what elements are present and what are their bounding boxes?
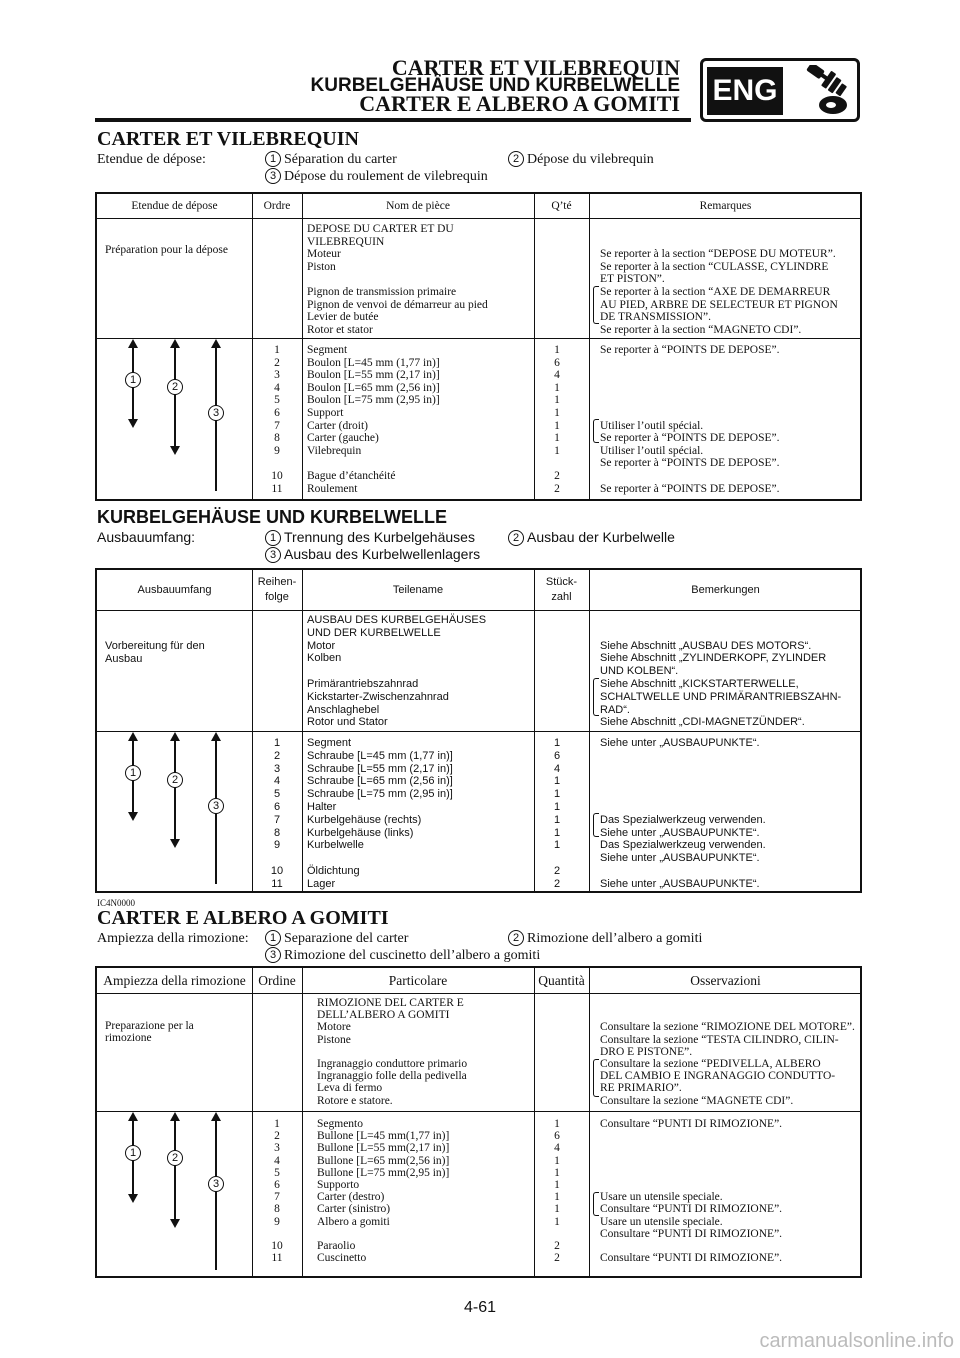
arrow-number: 2: [167, 1150, 183, 1166]
scope-text: Dépose du roulement de vilebrequin: [284, 169, 488, 184]
prep-label: Préparation pour la dépose: [105, 244, 228, 256]
scope-text: Rimozione del cuscinetto dell’albero a gomiti: [284, 948, 541, 963]
circled-number: 3: [265, 547, 281, 563]
col-header: Bemerkungen: [691, 583, 760, 596]
de-scope-item-2: [508, 529, 675, 546]
table-header: [97, 968, 860, 994]
circled-number: 3: [265, 947, 281, 963]
it-scope-item-2: [508, 930, 702, 947]
parts-column: Segment Schraube [L=45 mm (1,77 in)] Schraube [L=55 mm (2,17 in)] Schraube [L=65 mm (2,56 in)] Schraube [L=75 mm (2,95 in)] Halter Kurbelgehäuse (rechts) Kurbelgehäuse (links) Kurbelwelle Öldichtung Lager: [307, 737, 453, 890]
arrow-number: 3: [208, 405, 224, 421]
prep-row: [97, 218, 860, 339]
header-line-3: CARTER E ALBERO A GOMITI: [359, 91, 680, 116]
steps-row: [97, 339, 860, 501]
scope-text: Ausbau der Kurbelwelle: [527, 529, 675, 545]
remarks-column: Consultare “PUNTI DI RIMOZIONE”. Usare un utensile speciale. Consultare “PUNTI DI RIMOZIONE”. Usare un utensile speciale. Consultare “PUNTI DI RIMOZIONE”. Consultare “PUNTI DI RIMOZIONE”.: [600, 1118, 783, 1265]
scope-text: Dépose du vilebrequin: [527, 152, 654, 167]
arrow-number: 2: [167, 772, 183, 788]
de-section-title: KURBELGEHÄUSE UND KURBELWELLE: [97, 507, 448, 527]
circled-number: 2: [508, 151, 524, 167]
de-scope-label: Ausbauumfang:: [97, 529, 196, 545]
prep-remarks: Consultare la sezione “RIMOZIONE DEL MOTORE”. Consultare la sezione “TESTA CILINDRO, CILIN- DRO E PISTONE”. Consultare la sezione “PEDIVELLA, ALBERO DEL CAMBIO E INGRANAGGIO CONDUTTO- RE PRIMARIO”. Consultare la sezione “MAGNETE CDI”.: [600, 1021, 855, 1107]
col-header: Ordine: [258, 973, 296, 988]
prep-parts: AUSBAU DES KURBELGEHÄUSES UND DER KURBELWELLE Motor Kolben Primärantriebszahnrad Kickstarter-Zwischenzahnrad Anschlaghebel Rotor und Stator: [307, 614, 487, 729]
order-column: 1 2 3 4 5 6 7 8 9 10 11: [271, 344, 283, 495]
prep-label: Preparazione per la rimozione: [105, 1020, 194, 1045]
order-column: 1 2 3 4 5 6 7 8 9 10 11: [271, 1118, 283, 1265]
fr-scope-label: Etendue de dépose:: [97, 152, 206, 167]
col-header: Osservazioni: [690, 973, 761, 988]
col-header: Remarques: [699, 199, 752, 212]
it-scope-item-3: [265, 947, 540, 964]
header-line-1: CARTER ET VILEBREQUIN: [391, 55, 680, 80]
circled-number: 2: [508, 930, 524, 946]
col-header: Etendue de dépose: [131, 199, 218, 212]
arrow-number: 1: [125, 372, 141, 388]
table-header: [97, 194, 860, 219]
circled-number: 1: [265, 530, 281, 546]
circled-number: 2: [508, 530, 524, 546]
watermark: carmanualsonline.info: [759, 1330, 954, 1352]
steps-row: [97, 1112, 860, 1278]
col-header: Teilename: [392, 583, 444, 596]
de-scope-item-1: [265, 529, 475, 546]
col-header: Quantità: [538, 973, 585, 988]
remarks-column: Siehe unter „AUSBAUPUNKTE“. Das Spezialwerkzeug verwenden. Siehe unter „AUSBAUPUNKTE“. Das Spezialwerkzeug verwenden. Siehe unter „AUSBAUPUNKTE“. Siehe unter „AUSBAUPUNKTE“.: [600, 737, 766, 890]
section-code: IC4N0000: [97, 898, 135, 908]
circled-number: 1: [265, 151, 281, 167]
scope-text: Ausbau des Kurbelwellenlagers: [284, 546, 481, 562]
parts-column: Segment Boulon [L=45 mm (1,77 in)] Boulon [L=55 mm (2,17 in)] Boulon [L=65 mm (2,56 in)] Boulon [L=75 mm (2,95 in)] Support Carter (droit) Carter (gauche) Vilebrequin Bague d’étanchéité Roulement: [307, 344, 440, 495]
fr-scope-item-1: [265, 151, 397, 168]
col-header: Nom de pièce: [386, 199, 450, 212]
arrow-number: 3: [208, 798, 224, 814]
header-rule: [95, 118, 691, 122]
de-scope-item-3: [265, 546, 480, 563]
arrow-number: 1: [125, 765, 141, 781]
col-header: Stück- zahl: [545, 576, 578, 603]
scope-text: Trennung des Kurbelgehäuses: [284, 529, 475, 545]
parts-column: Segmento Bullone [L=45 mm(1,77 in)] Bullone [L=55 mm(2,17 in)] Bullone [L=65 mm(2,56 in)] Bullone [L=75 mm(2,95 in)] Supporto Carter (destro) Carter (sinistro) Albero a gomiti Paraolio Cuscinetto: [317, 1118, 450, 1265]
order-column: 1 2 3 4 5 6 7 8 9 10 11: [270, 737, 284, 890]
it-scope-label: Ampiezza della rimozione:: [97, 931, 249, 946]
steps-row: [97, 732, 860, 893]
prep-row: [97, 610, 860, 732]
engine-crankshaft-icon: [791, 65, 853, 117]
arrow-number: 2: [167, 379, 183, 395]
remarks-column: Se reporter à “POINTS DE DEPOSE”. Utiliser l’outil spécial. Se reporter à “POINTS DE DEPOSE”. Utiliser l’outil spécial. Se reporter à “POINTS DE DEPOSE”. Se reporter à “POINTS DE DEPOSE”.: [600, 344, 780, 495]
arrow-number: 1: [125, 1145, 141, 1161]
it-removal-table: [95, 966, 862, 1278]
table-header: [97, 570, 860, 611]
header-line-2: KURBELGEHÄUSE UND KURBELWELLE: [310, 75, 680, 96]
prep-parts: RIMOZIONE DEL CARTER E DELL’ALBERO A GOMITI Motore Pistone Ingranaggio conduttore primario Ingranaggio folle della pedivella Leva di fermo Rotore e statore.: [317, 997, 468, 1107]
col-header: Ausbauumfang: [137, 583, 212, 596]
scope-text: Rimozione dell’albero a gomiti: [527, 931, 703, 946]
circled-number: 3: [265, 168, 281, 184]
qty-column: 1 6 4 1 1 1 1 1 1 2 2: [554, 1118, 560, 1265]
fr-section-title: CARTER ET VILEBREQUIN: [97, 128, 359, 150]
eng-label: ENG: [707, 67, 783, 115]
it-scope-item-1: [265, 930, 408, 947]
qty-column: 1 6 4 1 1 1 1 1 1 2 2: [553, 737, 561, 890]
de-removal-table: [95, 568, 862, 893]
col-header: Reihen- folge: [257, 576, 297, 603]
fr-removal-table: [95, 192, 862, 501]
fr-scope-item-3: [265, 168, 488, 185]
circled-number: 1: [265, 930, 281, 946]
qty-column: 1 6 4 1 1 1 1 1 1 2 2: [554, 344, 560, 495]
prep-remarks: Siehe Abschnitt „AUSBAU DES MOTORS“. Siehe Abschnitt „ZYLINDERKOPF, ZYLINDER UND KOLBEN“. Siehe Abschnitt „KICKSTARTERWELLE, SCHALTWELLE UND PRIMÄRANTRIEBSZAHN- RAD“. Siehe Abschnitt „CDI-MAGNETZÜNDER“.: [600, 639, 842, 729]
prep-remarks: Se reporter à la section “DEPOSE DU MOTEUR”. Se reporter à la section “CULASSE, CYLINDRE ET PISTON”. Se reporter à la section “AXE DE DEMARREUR AU PIED, ARBRE DE SELECTEUR ET PIGNON DE TRANSMISSION”. Se reporter à la section “MAGNETO CDI”.: [600, 248, 838, 336]
prep-parts: DEPOSE DU CARTER ET DU VILEBREQUIN Moteur Piston Pignon de transmission primaire Pignon de venvoi de démarreur au pied Levier de butée Rotor et stator: [307, 223, 488, 336]
arrow-number: 3: [208, 1176, 224, 1192]
scope-text: Separazione del carter: [284, 931, 409, 946]
page-number: 4-61: [463, 1299, 497, 1316]
it-section-title: CARTER E ALBERO A GOMITI: [97, 907, 389, 929]
col-header: Particolare: [388, 973, 448, 988]
scope-text: Séparation du carter: [284, 152, 397, 167]
col-header: Ordre: [263, 199, 291, 212]
prep-label: Vorbereitung für den Ausbau: [105, 640, 205, 665]
fr-scope-item-2: [508, 151, 654, 168]
col-header: Q’té: [551, 199, 572, 212]
col-header: Ampiezza della rimozione: [103, 973, 246, 988]
eng-badge: [700, 58, 860, 122]
prep-row: [97, 993, 860, 1112]
